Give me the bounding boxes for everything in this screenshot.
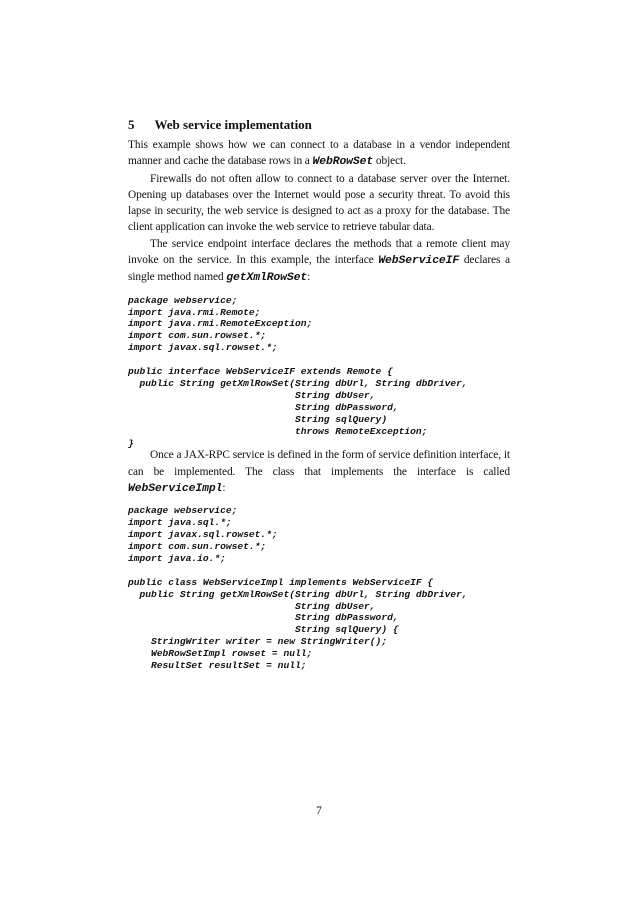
code-line: WebRowSetImpl rowset = null; bbox=[128, 648, 313, 660]
code-line: String dbPassword, bbox=[128, 401, 399, 413]
code-line: String dbUser, bbox=[128, 600, 376, 612]
paragraph-text: object. bbox=[373, 155, 406, 168]
code-line: throws RemoteException; bbox=[128, 425, 428, 437]
code-line: import com.sun.rowset.*; bbox=[128, 541, 267, 553]
code-line: public interface WebServiceIF extends Remote { bbox=[128, 366, 393, 378]
code-line: import java.io.*; bbox=[128, 552, 226, 564]
code-line: String sqlQuery) bbox=[128, 413, 388, 425]
code-line: } bbox=[128, 437, 134, 449]
page-content bbox=[128, 117, 510, 817]
code-block-interface bbox=[128, 295, 510, 450]
code-line: StringWriter writer = new StringWriter(); bbox=[128, 636, 388, 648]
paragraph-text: declares a single method named bbox=[128, 254, 510, 284]
inline-code-webrowset: WebRowSet bbox=[312, 156, 374, 169]
page-number: 7 bbox=[316, 805, 322, 817]
paragraph-text: Once a JAX-RPC service is defined in the form of service definition interface, it can be implemented. The class that implements the interface is called bbox=[128, 449, 510, 478]
paragraph-text: The service endpoint interface declares the methods that a remote client may invoke on the service. In this example, the interface bbox=[128, 237, 510, 267]
code-line: import javax.sql.rowset.*; bbox=[128, 529, 278, 541]
code-block-implementation bbox=[128, 505, 510, 672]
code-line-blank bbox=[128, 354, 510, 366]
code-line-blank bbox=[128, 565, 510, 577]
code-line: String sqlQuery) { bbox=[128, 624, 399, 636]
section-heading bbox=[128, 117, 510, 133]
code-line: String dbPassword, bbox=[128, 612, 399, 624]
code-line: public class WebServiceImpl implements WebServiceIF { bbox=[128, 576, 434, 588]
code-line: package webservice; bbox=[128, 505, 238, 517]
paragraph-intro bbox=[128, 137, 510, 171]
code-line: ResultSet resultSet = null; bbox=[128, 660, 307, 672]
section-title: Web service implementation bbox=[154, 117, 312, 132]
code-line: package webservice; bbox=[128, 294, 238, 306]
code-line: public String getXmlRowSet(String dbUrl, String dbDriver, bbox=[128, 378, 468, 389]
paragraph-implementation bbox=[128, 447, 510, 497]
code-line: public String getXmlRowSet(String dbUrl, String dbDriver, bbox=[128, 588, 468, 600]
paragraph-endpoint bbox=[128, 236, 510, 287]
paragraph-text: Firewalls do not often allow to connect to a database server over the Internet. Opening up databases over the Internet would pose a security threat. To avoid this lapse in security, the web service is designed to act as a proxy for the database. The client application can invoke the web service to retrieve tabular data. bbox=[128, 172, 510, 234]
paragraph-text: : bbox=[222, 482, 226, 495]
code-line: import java.rmi.RemoteException; bbox=[128, 318, 313, 330]
paragraph-firewalls bbox=[128, 171, 510, 236]
code-line: import javax.sql.rowset.*; bbox=[128, 342, 278, 354]
inline-code-webserviceimpl: WebServiceImpl bbox=[128, 483, 223, 496]
paragraph-text: This example shows how we can connect to a database in a vendor independent manner and cache the database rows in a bbox=[128, 139, 510, 168]
section-number: 5 bbox=[128, 117, 135, 132]
paragraph-text: : bbox=[307, 271, 311, 284]
code-line: String dbUser, bbox=[128, 389, 376, 401]
code-line: import com.sun.rowset.*; bbox=[128, 330, 267, 342]
code-line: import java.sql.*; bbox=[128, 517, 232, 529]
inline-code-webserviceif: WebServiceIF bbox=[378, 255, 460, 268]
code-line: import java.rmi.Remote; bbox=[128, 306, 261, 318]
inline-code-getxmlrowset: getXmlRowSet bbox=[226, 272, 308, 285]
